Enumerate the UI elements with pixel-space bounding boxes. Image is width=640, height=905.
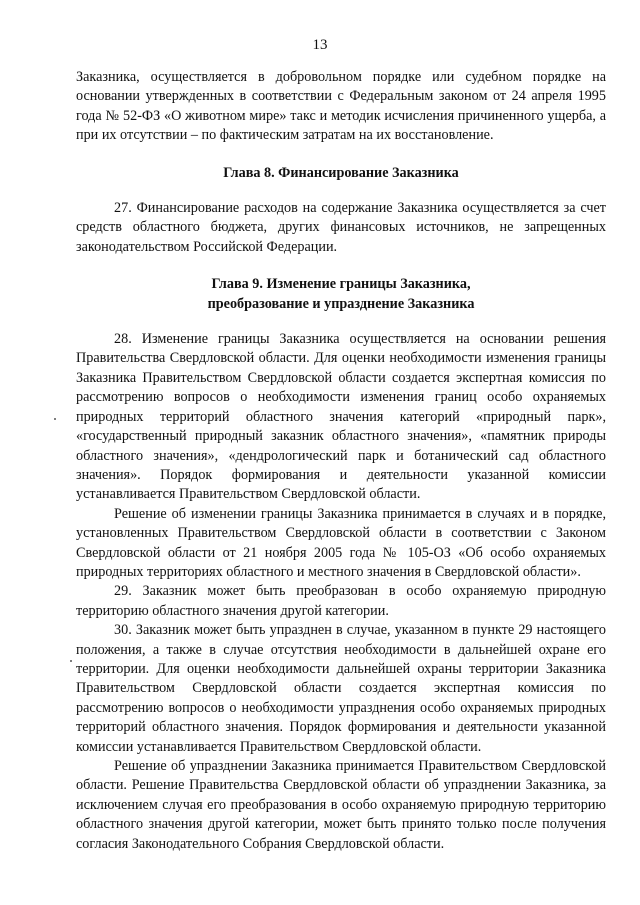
scan-speck — [54, 418, 56, 420]
page-content — [76, 68, 606, 854]
paragraph-intro: Заказника, осуществляется в добровольном порядке или судебном порядке на основании утвержденных в соответствии с Федеральным законом от 24 апреля 1995 года № 52-ФЗ «О животном мире» такс и методик исчисления причиненного ущерба, а при их отсутствии – по фактическим затратам на их восстановление. — [76, 69, 606, 144]
paragraph-30: 30. Заказник может быть упразднен в случае, указанном в пункте 29 настоящего положения, а также в случае отсутствия необходимости в дальнейшей охране его территории. Для оценки необходимости дальнейшей охраны территории Заказника Правительством Свердловской области создается экспертная комиссия по рассмотрению вопросов о необходимости упразднения особо охраняемых природных территорий областного значения. Порядок формирования и деятельности указанной комиссии устанавливается Правительством Свердловской области. — [76, 622, 606, 755]
paragraph-28: 28. Изменение границы Заказника осуществляется на основании решения Правительства Свердловской области. Для оценки необходимости изменения границы Заказника Правительством Свердловской области создается экспертная комиссия по рассмотрению вопросов о необходимости изменения границ особо охраняемых природных территорий областного значения категорий «природный парк», «государственный природный заказник областного значения», «памятник природы областного значения», «дендрологический парк и ботанический сад областного значения». Порядок формирования и деятельности указанной комиссии устанавливается Правительством Свердловской области. — [76, 331, 606, 503]
paragraph-27: 27. Финансирование расходов на содержание Заказника осуществляется за счет средств областного бюджета, других финансовых источников, не запрещенных законодательством Российской Федерации. — [76, 200, 606, 255]
chapter-9-title-line-2: преобразование и упразднение Заказника — [207, 295, 475, 312]
paragraph-30-decision: Решение об упразднении Заказника принимается Правительством Свердловской области. Решение Правительства Свердловской области об упразднении Заказника, за исключением случая его преобразования в особо охраняемую природную территорию областного значения другой категории, может быть принято только после получения согласия Законодательного Собрания Свердловской области. — [76, 758, 606, 852]
page-number: 13 — [312, 37, 328, 53]
paragraph-28-decision: Решение об изменении границы Заказника принимается в случаях и в порядке, установленных Правительством Свердловской области в соответствии с Законом Свердловской области от 21 ноября 2005 года № 105-ОЗ «Об особо охраняемых природных территориях областного и местного значения в Свердловской области». — [76, 505, 606, 580]
chapter-8-title: Глава 8. Финансирование Заказника — [223, 164, 459, 181]
chapter-9-title-line-1: Глава 9. Изменение границы Заказника, — [211, 276, 471, 293]
scan-speck — [70, 660, 72, 662]
paragraph-29: 29. Заказник может быть преобразован в особо охраняемую природную территорию областного значения другой категории. — [76, 583, 606, 619]
